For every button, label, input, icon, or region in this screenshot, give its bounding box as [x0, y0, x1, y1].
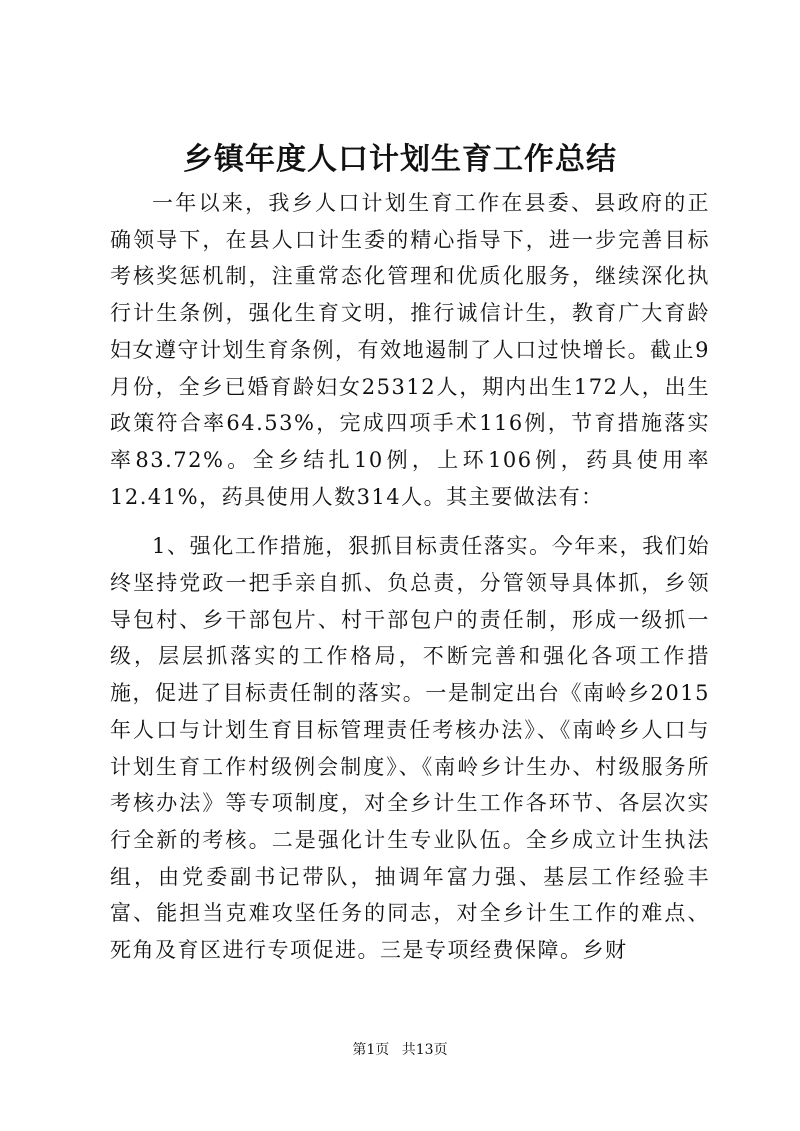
page-number: 第1页 — [352, 1042, 390, 1058]
document-body — [110, 185, 710, 969]
page-total: 共13页 — [401, 1042, 448, 1058]
document-title: 乡镇年度人口计划生育工作总结 — [183, 142, 617, 177]
paragraph-section-1: 1、强化工作措施，狠抓目标责任落实。今年来，我们始终坚持党政一把手亲自抓、负总责，分管领导具体抓，乡领导包村、乡干部包片、村干部包户的责任制，形成一级抓一级，层层抓落实的工作格局，不断完善和强化各项工作措施，促进了目标责任制的落实。一是制定出台《南岭乡2015年人口与计划生育目标管理责任考核办法》、《南岭乡人口与计划生育工作村级例会制度》、《南岭乡计生办、村级服务所考核办法》等专项制度，对全乡计生工作各环节、各层次实行全新的考核。二是强化计生专业队伍。全乡成立计生执法组，由党委副书记带队，抽调年富力强、基层工作经验丰富、能担当克难攻坚任务的同志，对全乡计生工作的难点、死角及育区进行专项促进。三是专项经费保障。乡财 — [110, 534, 710, 963]
page-footer — [0, 1040, 800, 1060]
paragraph-intro: 一年以来，我乡人口计划生育工作在县委、县政府的正确领导下，在县人口计生委的精心指导下，进一步完善目标考核奖惩机制，注重常态化管理和优质化服务，继续深化执行计生条例，强化生育文明，推行诚信计生，教育广大育龄妇女遵守计划生育条例，有效地遏制了人口过快增长。截止9月份，全乡已婚育龄妇女25312人，期内出生172人，出生政策符合率64.53%，完成四项手术116例，节育措施落实率83.72%。全乡结扎10例，上环106例，药具使用率12.41%，药具使用人数314人。其主要做法有： — [110, 191, 710, 509]
